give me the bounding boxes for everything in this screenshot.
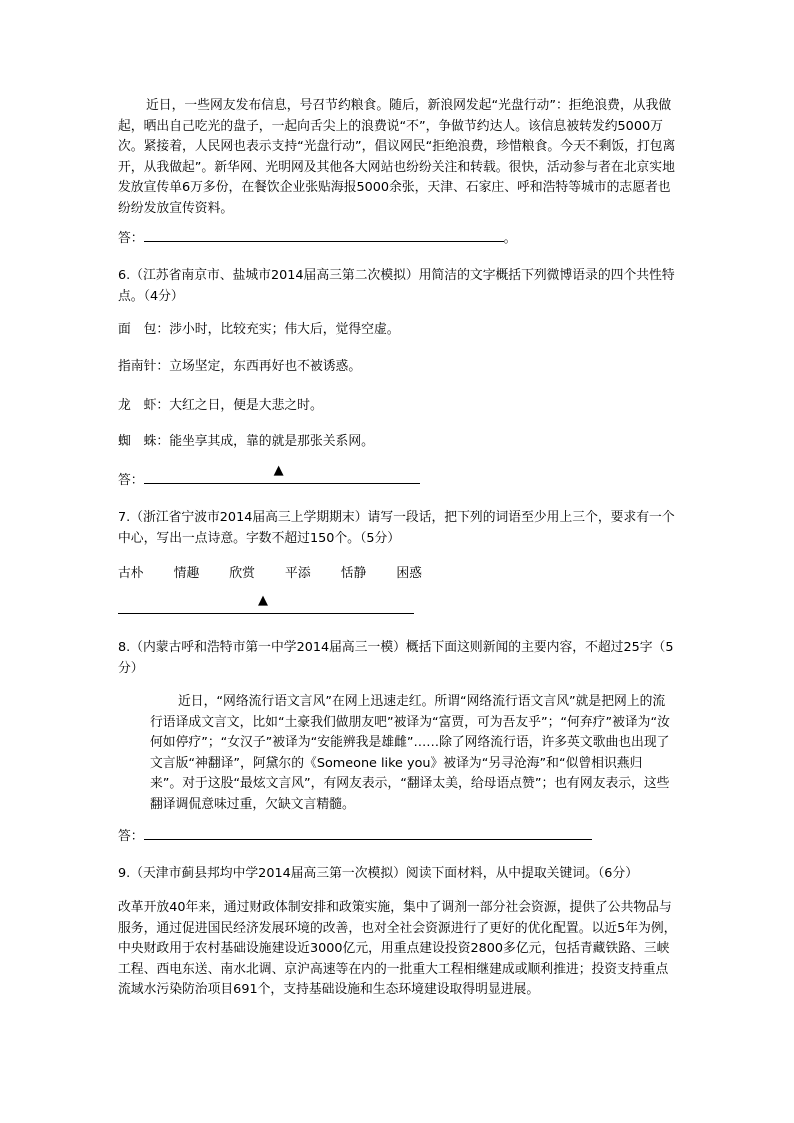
triangle-mark: ▲ [273, 463, 284, 478]
question-6: 6.（江苏省南京市、盐城市2014届高三第二次模拟）用简洁的文字概括下列微博语录的四个共性特点。（4分） [118, 268, 675, 304]
answer-row-6 [118, 463, 420, 490]
answer-end-mark: 。 [503, 231, 517, 246]
q6-item [118, 357, 361, 377]
answer-row-8 [118, 826, 592, 846]
passage-paragraph-1: 近日，一些网友发布信息，号召节约粮食。随后，新浪网发起“光盘行动”：拒绝浪费，从我做起，晒出自己吃光的盘子，一起向舌尖上的浪费说“不”，争做节约达人。该信息被转发约5000万次。紧接着，人民网也表示支持“光盘行动”，倡议网民“拒绝浪费，珍惜粮食。今天不剩饭，打包离开，从我做起”。新华网、光明网及其他各大网站也纷纷关注和转载。很快，活动参与者在北京实地发放宣传单6万多份，在餐饮企业张贴海报5000余张，天津、石家庄、呼和浩特等城市的志愿者也纷纷发放宣传资料。 [118, 98, 676, 216]
q7-word: 欣赏 [229, 566, 255, 581]
q6-item [118, 320, 400, 340]
q7-word: 困惑 [396, 566, 422, 581]
question-7: 7.（浙江省宁波市2014届高三上学期期末）请写一段话，把下列的词语至少用上三个，要求有一个中心，写出一点诗意。字数不超过150个。（5分） [118, 510, 675, 546]
q6-item-name: 面 包 [118, 322, 157, 337]
triangle-mark: ▲ [258, 593, 268, 608]
question-9: 9.（天津市蓟县邦均中学2014届高三第一次模拟）阅读下面材料，从中提取关键词。（6分） [118, 866, 639, 881]
q7-word: 平添 [285, 566, 311, 581]
q6-item [118, 432, 374, 452]
answer-row-1 [118, 228, 516, 248]
q6-item-name: 蜘 蛛 [118, 434, 157, 449]
q7-word: 情趣 [173, 566, 200, 581]
q6-item [118, 396, 323, 416]
answer-blank-line[interactable] [144, 463, 420, 484]
answer-blank-line[interactable] [144, 826, 592, 840]
answer-label: 答： [118, 829, 144, 844]
q6-item-name: 指南针 [118, 359, 157, 374]
passage-paragraph-9: 改革开放40年来，通过财政体制安排和政策实施，集中了调剂一部分社会资源，提供了公共物品与服务，通过促进国民经济发展环境的改善，也对全社会资源进行了更好的优化配置。以近5年为例，中央财政用于农村基础设施建设近3000亿元，用重点建设投资2800多亿元，包括青藏铁路、三峡工程、西电东送、南水北调、京沪高速等在内的一批重大工程相继建成或顺利推进；投资支持重点流域水污染防治项目691个，支持基础设施和生态环境建设取得明显进展。 [118, 900, 677, 997]
answer-row-7 [118, 593, 414, 620]
q7-word: 恬静 [340, 566, 367, 581]
question-8: 8.（内蒙古呼和浩特市第一中学2014届高三一模）概括下面这则新闻的主要内容，不超过25字（5分） [118, 640, 674, 676]
answer-blank-line[interactable] [118, 593, 414, 614]
answer-label: 答： [118, 231, 144, 246]
q7-word: 古朴 [118, 566, 144, 581]
q6-item-name: 龙 虾 [118, 398, 157, 413]
q7-word-list [118, 564, 448, 584]
q6-item-text: ：涉小时，比较充实；伟大后，觉得空虚。 [156, 322, 400, 337]
answer-label: 答： [118, 473, 144, 488]
q6-item-text: ：能坐享其成，靠的就是那张关系网。 [156, 434, 374, 449]
q6-item-text: ：立场坚定，东西再好也不被诱惑。 [156, 359, 362, 374]
passage-paragraph-8: 近日，“网络流行语文言风”在网上迅速走红。所谓“网络流行语文言风”就是把网上的流行语译成文言文，比如“土豪我们做朋友吧”被译为“富贾，可为吾友乎”；“何弃疗”被译为“汝何如停疗”；“女汉子”被译为“安能辨我是雄雌”……除了网络流行语，许多英文歌曲也出现了文言版“神翻译”，阿黛尔的《Someone like you》被译为“另寻沧海”和“似曾相识燕归来”。对于这股“最炫文言风”，有网友表示，“翻译太美，给母语点赞”；也有网友表示，这些翻译调侃意味过重，欠缺文言精髓。 [150, 694, 670, 812]
answer-blank-line[interactable] [144, 228, 504, 242]
q6-item-text: ：大红之日，便是大悲之时。 [156, 398, 323, 413]
